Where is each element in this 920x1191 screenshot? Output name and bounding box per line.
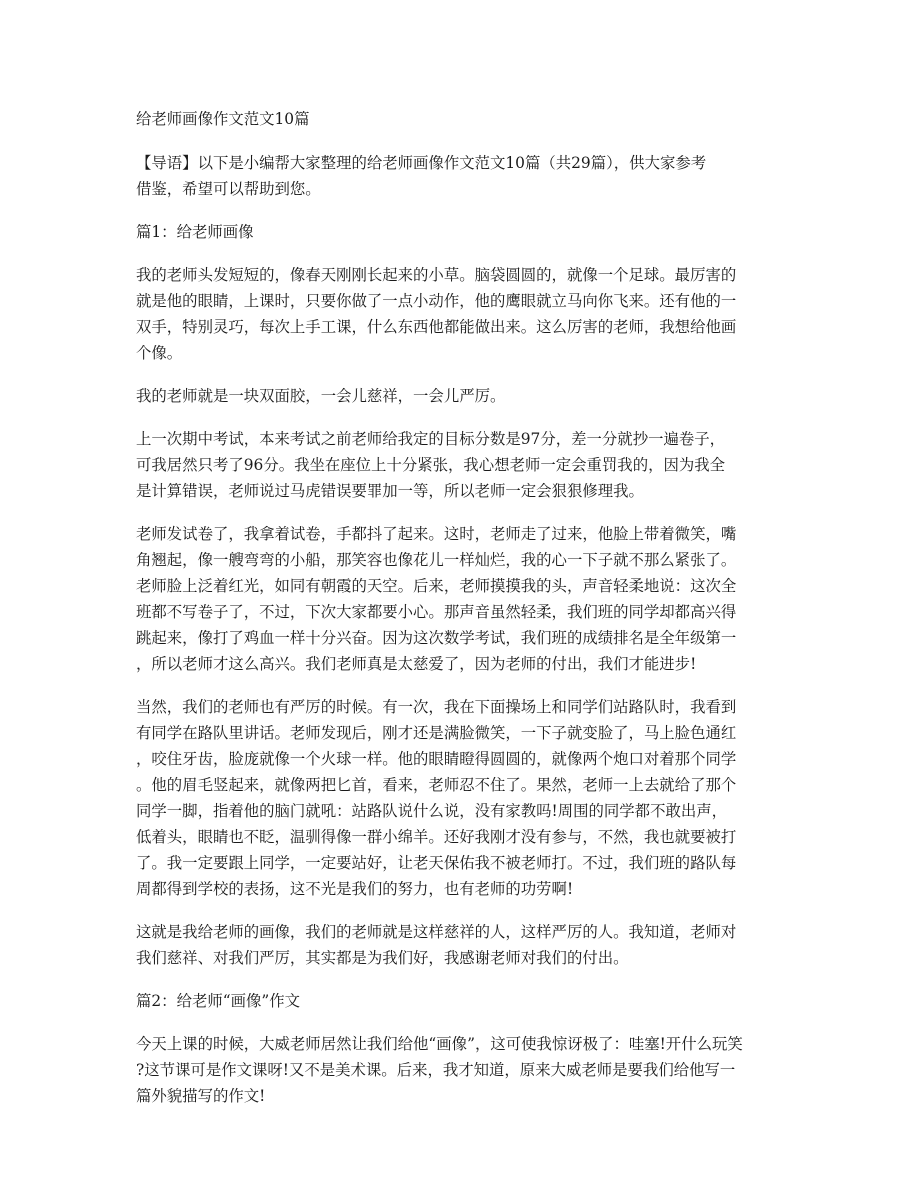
- paragraph-5: 当然，我们的老师也有严厉的时候。有一次，我在下面操场上和同学们站路队时，我看到 有同学在路队里讲话。老师发现后，刚才还是满脸微笑，一下子就变脸了，马上脸色通红 ，咬住牙齿，脸庞就像一个火球一样。他的眼睛瞪得圆圆的，就像两个炮口对着那个同学 。他的眉毛竖起来，就像两把匕首，看来，老师忍不住了。果然，老师一上去就给了那个 同学一脚，指着他的脑门就吼：站路队说什么说，没有家教吗!周围的同学都不敢出声， 低着头，眼睛也不眨，温驯得像一群小绵羊。还好我刚才没有参与，不然，我也就要被打 了。我一定要跟上同学，一定要站好，让老天保佑我不被老师打。不过，我们班的路队每 周都得到学校的表扬，这不光是我们的努力，也有老师的功劳啊!: [136, 698, 737, 898]
- paragraph-4: 老师发试卷了，我拿着试卷，手都抖了起来。这时，老师走了过来，他脸上带着微笑，嘴 角翘起，像一艘弯弯的小船，那笑容也像花儿一样灿烂，我的心一下子就不那么紧张了。 老师脸上泛着红光，如同有朝霞的天空。后来，老师摸摸我的头，声音轻柔地说：这次全 班都不写卷子了，不过，下次大家都要小心。那声音虽然轻柔，我们班的同学却都高兴得 跳起来，像打了鸡血一样十分兴奋。因为这次数学考试，我们班的成绩排名是全年级第一 ，所以老师才这么高兴。我们老师真是太慈爱了，因为老师的付出，我们才能进步!: [136, 525, 737, 673]
- document-title: 给老师画像作文范文10篇: [136, 110, 310, 128]
- section-1-heading: 篇1：给老师画像: [136, 223, 254, 241]
- paragraph-3: 上一次期中考试，本来考试之前老师给我定的目标分数是97分，差一分就抄一遍卷子， 可我居然只考了96分。我坐在座位上十分紧张，我心想老师一定会重罚我的，因为我全 是计算错误，老师说过马虎错误要罪加一等，所以老师一定会狠狠修理我。: [136, 430, 726, 500]
- intro-paragraph: 【导语】以下是小编帮大家整理的给老师画像作文范文10篇（共29篇），供大家参考 借鉴，希望可以帮助到您。: [136, 154, 707, 198]
- document-page: [136, 106, 786, 1126]
- paragraph-1: 我的老师头发短短的，像春天刚刚长起来的小草。脑袋圆圆的，就像一个足球。最厉害的 就是他的眼睛，上课时，只要你做了一点小动作，他的鹰眼就立马向你飞来。还有他的一 双手，特别灵巧，每次上手工课，什么东西他都能做出来。这么厉害的老师，我想给他画 个像。: [136, 266, 737, 362]
- paragraph-6: 这就是我给老师的画像，我们的老师就是这样慈祥的人，这样严厉的人。我知道，老师对 我们慈祥、对我们严厉，其实都是为我们好，我感谢老师对我们的付出。: [136, 923, 737, 967]
- section-2-heading: 篇2：给老师“画像”作文: [136, 992, 301, 1010]
- paragraph-7: 今天上课的时候，大威老师居然让我们给他“画像”，这可使我惊讶极了：哇塞!开什么玩笑 ?这节课可是作文课呀!又不是美术课。后来，我才知道，原来大威老师是要我们给他写一 篇外貌描写的作文!: [136, 1035, 743, 1105]
- paragraph-2: 我的老师就是一块双面胶，一会儿慈祥，一会儿严厉。: [136, 387, 506, 405]
